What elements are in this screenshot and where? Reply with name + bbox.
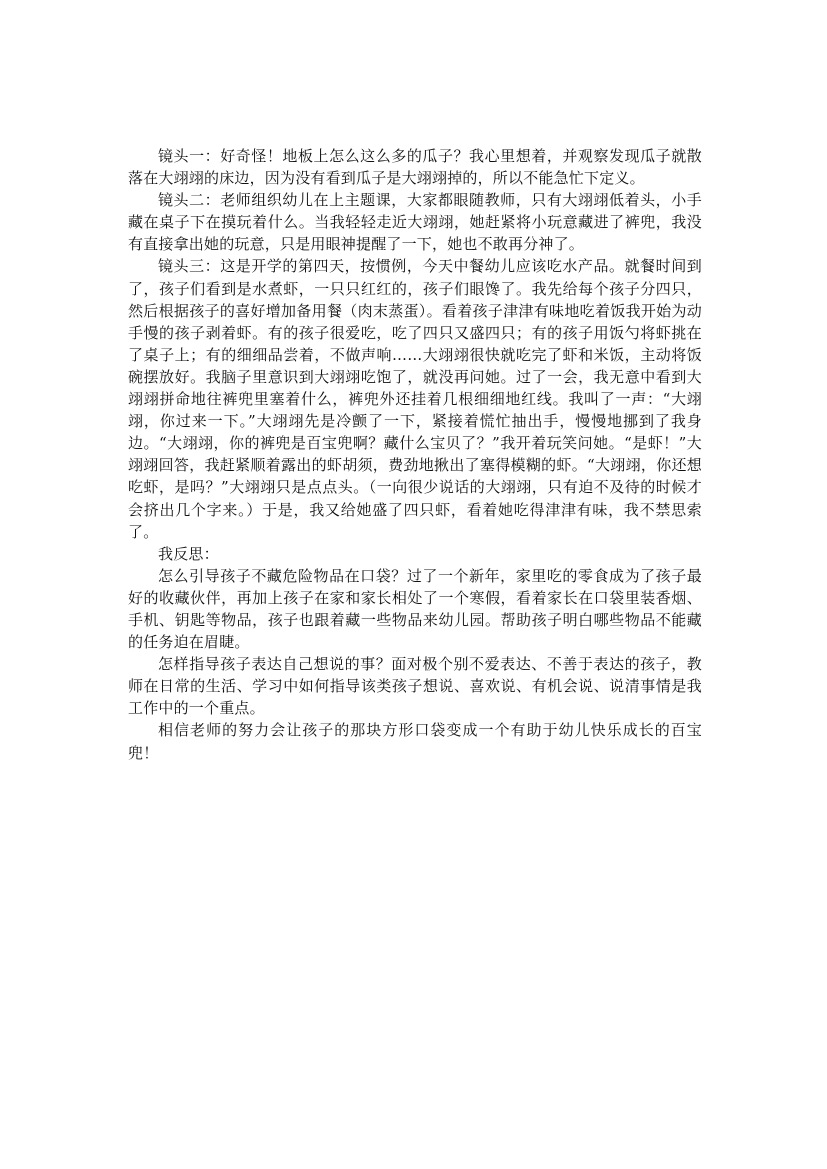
paragraph-scene-one: 镜头一：好奇怪！地板上怎么这么多的瓜子？我心里想着，并观察发现瓜子就散落在大翊翊的床边，因为没有看到瓜子是大翊翊掉的，所以不能急忙下定义。 (128, 147, 702, 188)
paragraph-conclusion: 相信老师的努力会让孩子的那块方形口袋变成一个有助于幼儿快乐成长的百宝兜！ (128, 721, 702, 762)
paragraph-scene-two: 镜头二：老师组织幼儿在上主题课，大家都眼随教师，只有大翊翊低着头，小手藏在桌子下在摸玩着什么。当我轻轻走近大翊翊，她赶紧将小玩意藏进了裤兜，我没有直接拿出她的玩意，只是用眼神提醒了一下，她也不敢再分神了。 (128, 191, 702, 254)
paragraph-reflection-two: 怎样指导孩子表达自己想说的事？面对极个别不爱表达、不善于表达的孩子，教师在日常的生活、学习中如何指导该类孩子想说、喜欢说、有机会说、说清事情是我工作中的一个重点。 (128, 655, 702, 718)
paragraph-reflection-heading: 我反思： (158, 544, 219, 563)
paragraph-reflection-one: 怎么引导孩子不藏危险物品在口袋？过了一个新年，家里吃的零食成为了孩子最好的收藏伙伴，再加上孩子在家和家长相处了一个寒假，看着家长在口袋里装香烟、手机、钥匙等物品，孩子也跟着藏一些物品来幼儿园。帮助孩子明白哪些物品不能藏的任务迫在眉睫。 (128, 566, 702, 652)
paragraph-scene-three: 镜头三：这是开学的第四天，按惯例，今天中餐幼儿应该吃水产品。就餐时间到了，孩子们看到是水煮虾，一只只红红的，孩子们眼馋了。我先给每个孩子分四只，然后根据孩子的喜好增加备用餐（肉末蒸蛋）。看着孩子津津有味地吃着饭我开始为动手慢的孩子剥着虾。有的孩子很爱吃，吃了四只又盛四只；有的孩子用饭勺将虾挑在了桌子上；有的细细品尝着，不做声响……大翊翊很快就吃完了虾和米饭，主动将饭碗摆放好。我脑子里意识到大翊翊吃饱了，就没再问她。过了一会，我无意中看到大翊翊拼命地往裤兜里塞着什么，裤兜外还挂着几根细细地红线。我叫了一声：“大翊翊，你过来一下。”大翊翊先是冷颤了一下，紧接着慌忙抽出手，慢慢地挪到了我身边。“大翊翊，你的裤兜是百宝兜啊？藏什么宝贝了？”我开着玩笑问她。“是虾！”大翊翊回答，我赶紧顺着露出的虾胡须，费劲地揪出了塞得模糊的虾。“大翊翊，你还想吃虾，是吗？”大翊翊只是点点头。（一向很少说话的大翊翊，只有迫不及待的时候才会挤出几个字来。）于是，我又给她盛了四只虾，看着她吃得津津有味，我不禁思索了。 (128, 257, 702, 541)
document-body (128, 145, 702, 764)
